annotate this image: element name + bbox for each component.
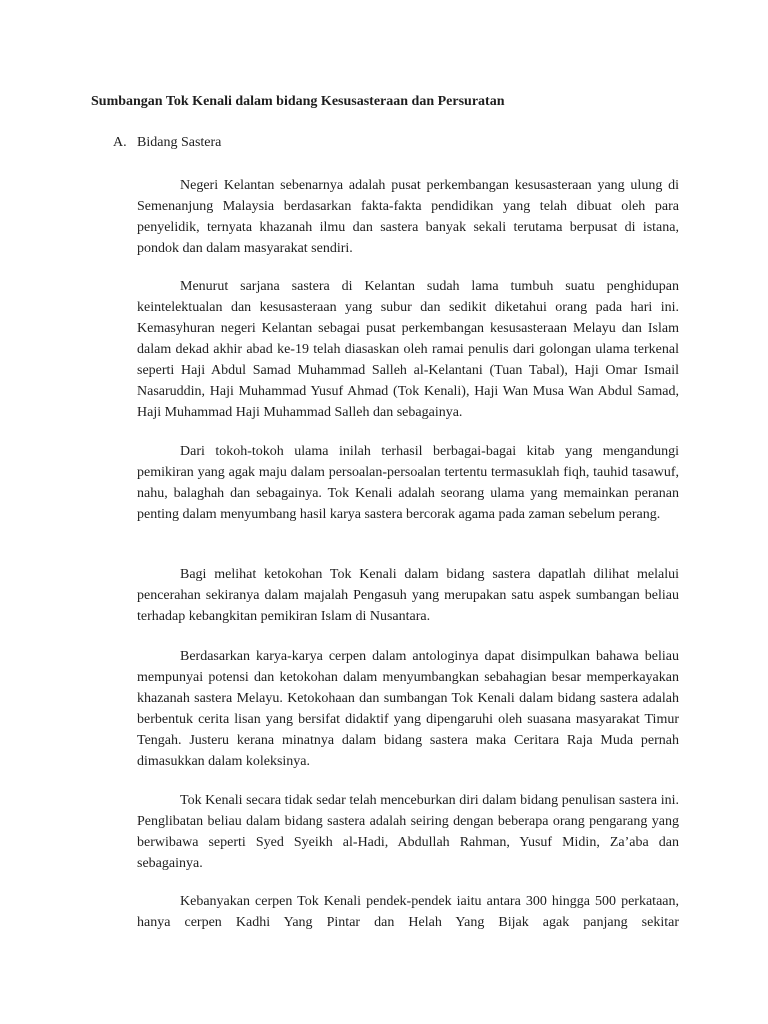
paragraph-3: Dari tokoh-tokoh ulama inilah terhasil berbagai-bagai kitab yang mengandungi pemikiran yang agak maju dalam persoalan-persoalan tertentu termasuklah fiqh, tauhid tasawuf, nahu, balaghah dan sebagainya. Tok Kenali adalah seorang ulama yang memainkan peranan penting dalam menyumbang hasil karya sastera bercorak agama pada zaman sebelum perang. [137, 444, 679, 522]
section-heading-text: Bidang Sastera [137, 135, 222, 150]
paragraph-1: Negeri Kelantan sebenarnya adalah pusat perkembangan kesusasteraan yang ulung di Semenanjung Malaysia berdasarkan fakta-fakta pendidikan yang telah dibuat oleh para penyelidik, ternyata khazanah ilmu dan sastera banyak sekali terutama berpusat di istana, pondok dan dalam masyarakat sendiri. [137, 178, 679, 256]
paragraph-2: Menurut sarjana sastera di Kelantan sudah lama tumbuh suatu penghidupan keintelektualan dan kesusasteraan yang subur dan sedikit diketahui orang pada hari ini. Kemasyhuran negeri Kelantan sebagai pusat perkembangan kesusasteraan Melayu dan Islam dalam dekad akhir abad ke-19 telah diasaskan oleh ramai penulis dari golongan ulama terkenal seperti Haji Abdul Samad Muhammad Salleh al-Kelantani (Tuan Tabal), Haji Omar Ismail Nasaruddin, Haji Muhammad Yusuf Ahmad (Tok Kenali), Haji Wan Musa Wan Abdul Samad, Haji Muhammad Haji Muhammad Salleh dan sebagainya. [137, 279, 679, 420]
document-title: Sumbangan Tok Kenali dalam bidang Kesusasteraan dan Persuratan [91, 94, 505, 109]
section-marker: A. [113, 135, 127, 150]
section-heading [113, 135, 221, 151]
paragraph-4: Bagi melihat ketokohan Tok Kenali dalam bidang sastera dapatlah dilihat melalui pencerahan sekiranya dalam majalah Pengasuh yang merupakan satu aspek sumbangan beliau terhadap kebangkitan pemikiran Islam di Nusantara. [137, 567, 679, 624]
paragraph-5: Berdasarkan karya-karya cerpen dalam antologinya dapat disimpulkan bahawa beliau mempunyai potensi dan ketokohan dalam menyumbangkan sebahagian besar memperkayakan khazanah sastera Melayu. Ketokohaan dan sumbangan Tok Kenali dalam bidang sastera adalah berbentuk cerita lisan yang bersifat didaktif yang dipengaruhi oleh suasana masyarakat Timur Tengah. Justeru kerana minatnya dalam bidang sastera maka Ceritara Raja Muda pernah dimasukkan dalam koleksinya. [137, 649, 679, 769]
paragraph-6: Tok Kenali secara tidak sedar telah menceburkan diri dalam bidang penulisan sastera ini. Penglibatan beliau dalam bidang sastera adalah seiring dengan beberapa orang pengarang yang berwibawa seperti Syed Syeikh al-Hadi, Abdullah Rahman, Yusuf Midin, Za’aba dan sebagainya. [137, 793, 679, 871]
paragraph-7: Kebanyakan cerpen Tok Kenali pendek-pendek iaitu antara 300 hingga 500 perkataan, hanya cerpen Kadhi Yang Pintar dan Helah Yang Bijak agak panjang sekitar [137, 894, 679, 930]
